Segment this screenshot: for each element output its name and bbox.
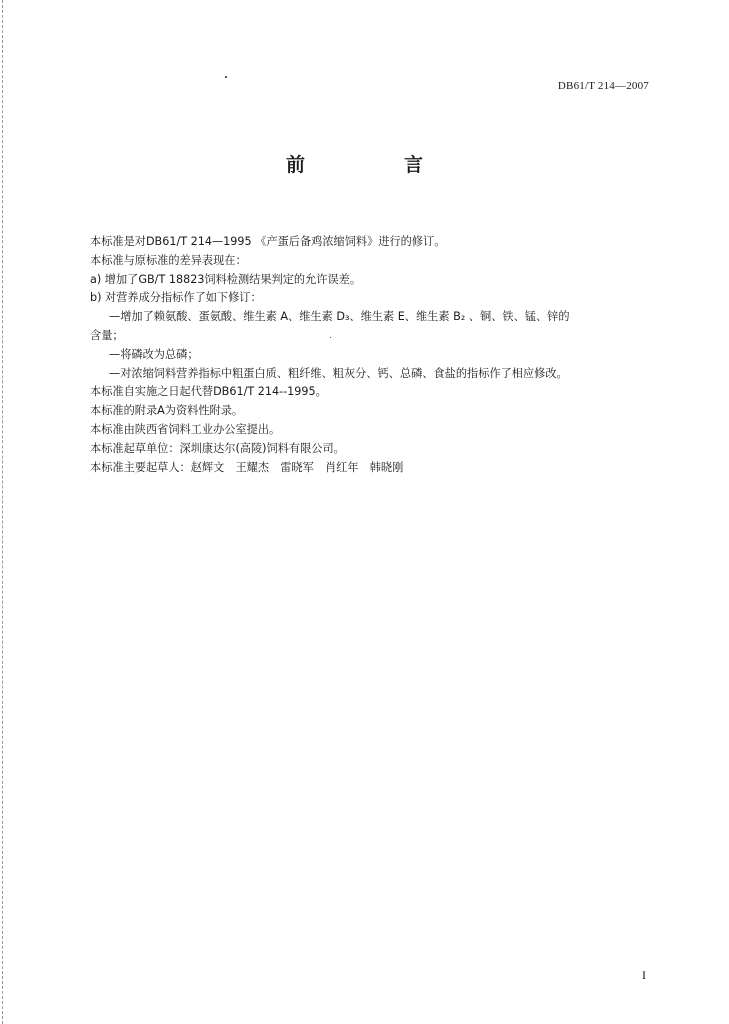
text-line: 本标准由陕西省饲料工业办公室提出。	[90, 422, 281, 436]
text-line: 本标准主要起草人：赵辉文 王耀杰 雷晓军 肖红年 韩晓刚	[90, 460, 404, 474]
sub-item-line: —增加了赖氨酸、蛋氨酸、维生素 A、维生素 D₃、维生素 E、维生素 B₂ 、铜、铁、锰、锌的	[109, 310, 570, 324]
text-line: 本标准是对DB61/T 214—1995 《产蛋后备鸡浓缩饲料》进行的修订。	[90, 235, 446, 248]
standard-code: DB61/T 214—2007	[557, 80, 649, 92]
scan-speck	[225, 76, 227, 78]
list-item-b: b) 对营养成分指标作了如下修订：	[90, 291, 262, 305]
scan-speck	[330, 337, 331, 338]
list-item-a: a) 增加了GB/T 18823饲料检测结果判定的允许误差。	[90, 272, 362, 286]
sub-item-line: —对浓缩饲料营养指标中粗蛋白质、粗纤维、粗灰分、钙、总磷、食盐的指标作了相应修改。	[109, 366, 568, 380]
sub-item-continuation: 含量；	[90, 328, 124, 342]
page-number: I	[642, 968, 646, 982]
text-line: 本标准起草单位：深圳康达尔(高陵)饲料有限公司。	[90, 441, 345, 455]
text-line: 本标准自实施之日起代替DB61/T 214--1995。	[90, 385, 327, 399]
foreword-body	[90, 233, 650, 477]
text-line: 本标准与原标准的差异表现在：	[90, 253, 247, 267]
text-line: 本标准的附录A为资料性附录。	[90, 404, 244, 418]
page-title: 前 言	[285, 154, 463, 176]
sub-item-line: —将磷改为总磷；	[109, 347, 199, 361]
